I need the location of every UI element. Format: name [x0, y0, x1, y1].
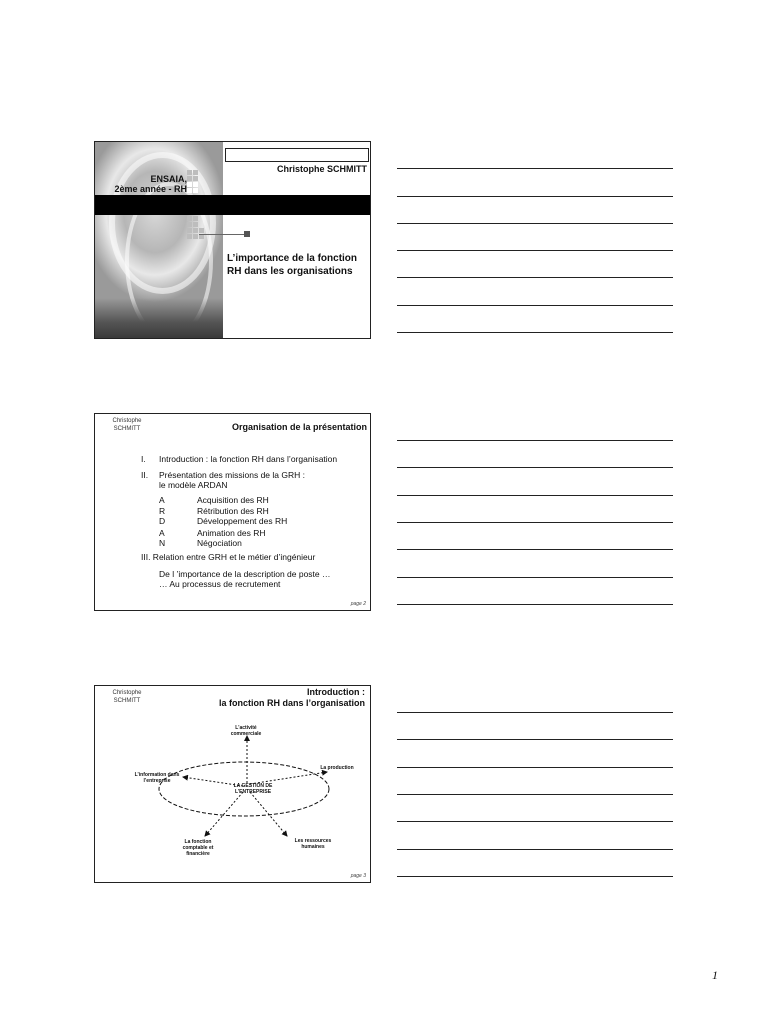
connector-line	[199, 234, 244, 235]
node-line: La fonction	[184, 839, 212, 845]
ardan-item	[159, 495, 269, 505]
page-number: page 2	[350, 601, 366, 607]
cover-photo	[95, 142, 223, 338]
ardan-letter: A	[159, 528, 165, 538]
ardan-label: Développement des RH	[197, 516, 288, 526]
note-line	[397, 739, 673, 740]
author-name: Christophe SCHMITT	[277, 164, 367, 174]
note-line	[397, 549, 673, 550]
school-year: 2ème année - RH	[114, 184, 187, 194]
black-band	[95, 195, 370, 215]
arrow-to-hr	[250, 792, 287, 836]
note-line	[397, 223, 673, 224]
note-line	[397, 250, 673, 251]
square-bullet	[244, 231, 250, 237]
title-line-2: la fonction RH dans l’organisation	[218, 698, 365, 708]
node-line: l’entreprise	[143, 778, 171, 784]
node-accounting	[173, 839, 223, 857]
item-text: Présentation des missions de la GRH :	[159, 470, 305, 480]
outline-item-2	[141, 470, 305, 480]
author-last-name: SCHMITT	[113, 698, 141, 704]
node-production: La production	[320, 765, 354, 771]
slide-1-title	[94, 141, 371, 339]
note-line	[397, 604, 673, 605]
note-line	[397, 821, 673, 822]
node-commercial	[221, 725, 271, 737]
document-page-number: 1	[712, 968, 718, 982]
note-line	[397, 577, 673, 578]
outline-item-2-sub: le modèle ARDAN	[159, 480, 228, 490]
note-line	[397, 277, 673, 278]
ardan-label: Acquisition des RH	[197, 495, 269, 505]
title-line-1: Introduction :	[307, 687, 365, 697]
item-number: II.	[141, 470, 149, 480]
note-line	[397, 495, 673, 496]
center-node-label	[223, 783, 283, 795]
outline-item-1	[141, 454, 337, 464]
title-line-1: L’importance de la fonction	[227, 253, 358, 264]
note-line	[397, 522, 673, 523]
node-information	[127, 772, 187, 784]
note-line	[397, 794, 673, 795]
note-line	[397, 305, 673, 306]
header-frame	[225, 148, 369, 162]
ardan-label: Négociation	[197, 538, 242, 548]
ardan-item	[159, 538, 242, 548]
outline-item-3-sub-2: … Au processus de recrutement	[159, 579, 281, 589]
node-human-resources	[285, 838, 341, 850]
school-label	[107, 174, 187, 194]
author-first-name: Christophe	[112, 690, 142, 696]
node-line: commerciale	[230, 731, 262, 737]
center-line-2: L’ENTREPRISE	[234, 789, 272, 795]
author-label	[103, 417, 151, 433]
note-line	[397, 849, 673, 850]
item-text: Introduction : la fonction RH dans l’organisation	[159, 454, 338, 464]
node-line: financière	[186, 851, 210, 857]
ardan-item	[159, 516, 287, 526]
ardan-item	[159, 528, 266, 538]
ardan-label: Rétribution des RH	[197, 506, 269, 516]
title-line-2: RH dans les organisations	[227, 266, 353, 277]
note-line	[397, 767, 673, 768]
item-number: I.	[141, 454, 146, 464]
outline-item-3-sub-1: De l ’importance de la description de poste …	[159, 569, 331, 579]
author-last-name: SCHMITT	[113, 426, 141, 432]
slide-3-diagram	[94, 685, 371, 883]
note-line	[397, 876, 673, 877]
page-number: page 3	[350, 873, 366, 879]
slide-title: Organisation de la présentation	[231, 422, 367, 432]
ardan-item	[159, 506, 269, 516]
author-first-name: Christophe	[112, 418, 142, 424]
note-line	[397, 168, 673, 169]
note-line	[397, 467, 673, 468]
note-line	[397, 712, 673, 713]
node-line: comptable et	[182, 845, 214, 851]
node-line: humaines	[301, 844, 325, 850]
note-line	[397, 196, 673, 197]
center-line-1: LA GESTION DE	[233, 783, 273, 789]
ardan-letter: N	[159, 538, 166, 548]
photo-shadow	[95, 298, 223, 338]
ardan-letter: D	[159, 516, 166, 526]
node-line: Les ressources	[294, 838, 332, 844]
school-name: ENSAIA,	[150, 174, 187, 184]
node-line: L’activité	[235, 725, 257, 731]
node-line: L’information dans	[134, 772, 180, 778]
note-line	[397, 332, 673, 333]
note-line	[397, 440, 673, 441]
outline-item-3: III. Relation entre GRH et le métier d’ingénieur	[141, 552, 316, 562]
slide-2-outline	[94, 413, 371, 611]
ardan-letter: R	[159, 506, 166, 516]
slide-title	[227, 252, 369, 278]
ardan-letter: A	[159, 495, 165, 505]
ardan-label: Animation des RH	[197, 528, 266, 538]
